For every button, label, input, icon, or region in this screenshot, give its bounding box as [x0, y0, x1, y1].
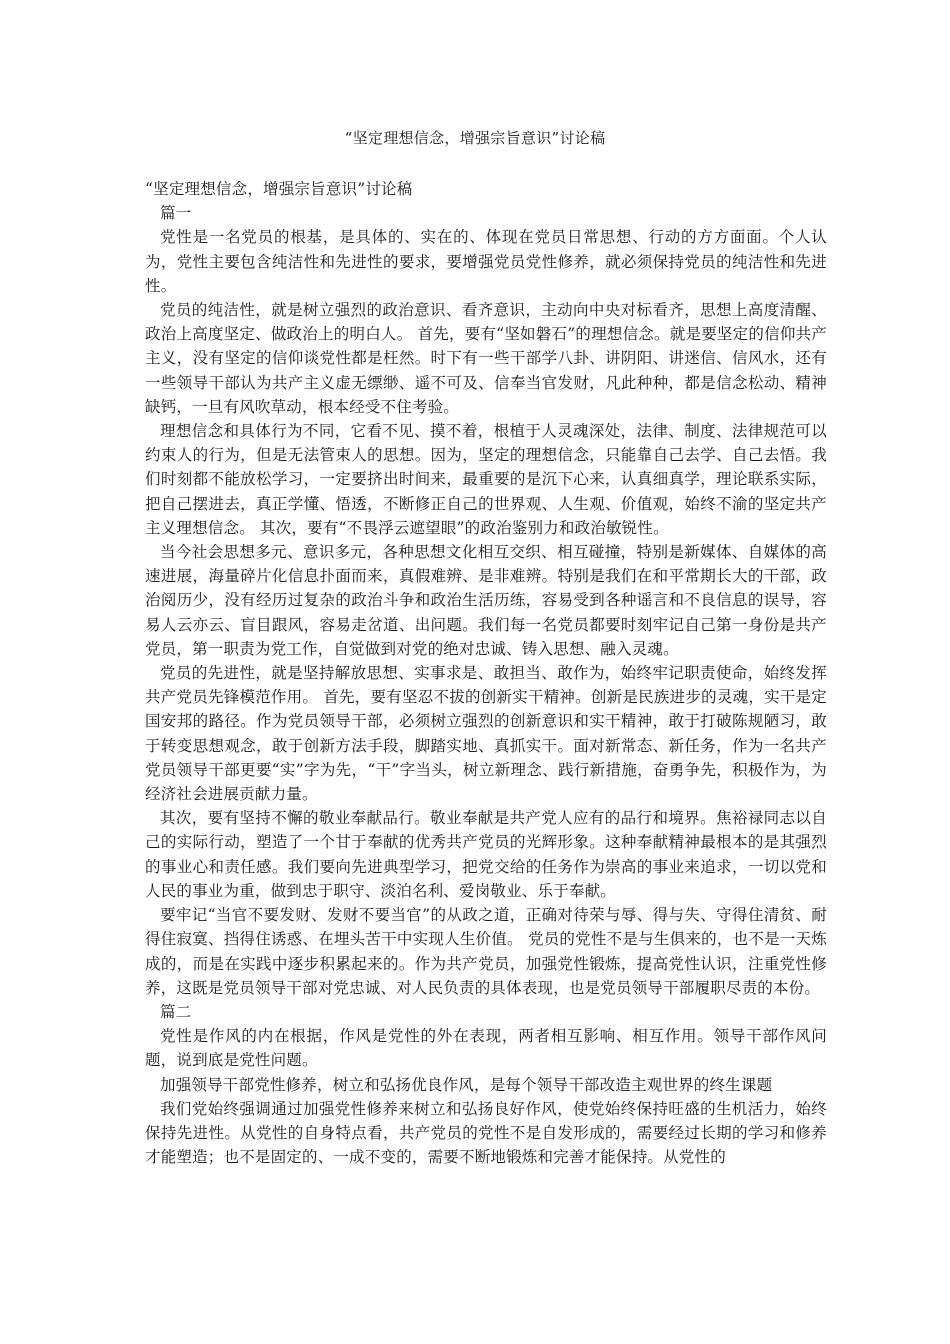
page-title: “坚定理想信念，增强宗旨意识”讨论稿 — [344, 129, 606, 147]
paragraph: 党性是作风的内在根据，作风是党性的外在表现，两者相互影响、相互作用。领导干部作风问题，说到底是党性问题。 — [145, 1027, 827, 1070]
paragraph: 加强领导干部党性修养，树立和弘扬优良作风，是每个领导干部改造主观世界的终生课题 — [160, 1075, 773, 1094]
paragraph: 理想信念和具体行为不同，它看不见、摸不着，根植于人灵魂深处，法律、制度、法律规范可以约束人的行为，但是无法管束人的思想。因为，坚定的理想信念，只能靠自己去学、自己去悟。我们时刻都不能放松学习，一定要挤出时间来，最重要的是沉下心来，认真细真学，理论联系实际，把自己摆进去，真正学懂、悟透，不断修正自己的世界观、人生观、价值观，始终不渝的坚定共产主义理想信念。 其次，要有“不畏浮云遮望眼”的政治鉴别力和政治敏锐性。 — [145, 422, 827, 537]
paragraph: 党性是一名党员的根基，是具体的、实在的、体现在党员日常思想、行动的方方面面。个人认为，党性主要包含纯洁性和先进性的要求，要增强党员党性修养，就必须保持党员的纯洁性和先进性。 — [145, 228, 827, 295]
paragraph: 我们党始终强调通过加强党性修养来树立和弘扬良好作风，使党始终保持旺盛的生机活力，始终保持先进性。从党性的自身特点看，共产党员的党性不是自发形成的，需要经过长期的学习和修养才能塑造；也不是固定的、一成不变的，需要不断地锻炼和完善才能保持。从党性的 — [145, 1099, 827, 1167]
document-subtitle: “坚定理想信念，增强宗旨意识”讨论稿 — [145, 180, 413, 198]
section-heading-2: 篇二 — [160, 1002, 192, 1021]
paragraph: 党员的先进性，就是坚持解放思想、实事求是、敢担当、敢作为，始终牢记职责使命，始终发挥共产党员先锋模范作用。 首先，要有坚忍不拔的创新实干精神。创新是民族进步的灵魂，实干是定国安邦的路径。作为党员领导干部，必须树立强烈的创新意识和实干精神，敢于打破陈规陋习，敢于转变思想观念，敢于创新方法手段，脚踏实地、真抓实干。面对新常态、新任务，作为一名共产党员领导干部更要“实”字为先，“干”字当头，树立新理念、践行新措施，奋勇争先，积极作为，为经济社会进展贡献力量。 — [145, 664, 827, 804]
paragraph: 要牢记“当官不要发财、发财不要当官”的从政之道，正确对待荣与辱、得与失、守得住清贫、耐得住寂寞、挡得住诱惑、在埋头苦干中实现人生价值。 党员的党性不是与生俱来的，也不是一天炼成的，而是在实践中逐步积累起来的。作为共产党员，加强党性锻炼，提高党性认识，注重党性修养，这既是党员领导干部对党忠诚、对人民负责的具体表现，也是党员领导干部履职尽责的本份。 — [145, 906, 827, 997]
document-body — [145, 177, 827, 1169]
paragraph: 党员的纯洁性，就是树立强烈的政治意识、看齐意识，主动向中央对标看齐，思想上高度清醒、政治上高度坚定、做政治上的明白人。 首先，要有“坚如磐石”的理想信念。就是要坚定的信仰共产主义，没有坚定的信仰谈党性都是枉然。时下有一些干部学八卦、讲阴阳、讲迷信、信风水，还有一些领导干部认为共产主义虚无缥缈、遥不可及、信奉当官发财，凡此种种，都是信念松动、精神缺钙，一旦有风吹草动，根本经受不住考验。 — [145, 301, 827, 416]
paragraph: 其次，要有坚持不懈的敬业奉献品行。敬业奉献是共产党人应有的品行和境界。焦裕禄同志以自己的实际行动，塑造了一个甘于奉献的优秀共产党员的光辉形象。这种奉献精神最根本的是其强烈的事业心和责任感。我们要向先进典型学习，把党交给的任务作为崇高的事业来追求，一切以党和人民的事业为重，做到忠于职守、淡泊名利、爱岗敬业、乐于奉献。 — [145, 809, 827, 900]
section-heading-1: 篇一 — [160, 204, 192, 223]
paragraph: 当今社会思想多元、意识多元，各种思想文化相互交织、相互碰撞，特别是新媒体、自媒体的高速进展，海量碎片化信息扑面而来，真假难辨、是非难辨。特别是我们在和平常期长大的干部，政治阅历少，没有经历过复杂的政治斗争和政治生活历练，容易受到各种谣言和不良信息的误导，容易人云亦云、盲目跟风，容易走岔道、出问题。我们每一名党员都要时刻牢记自己第一身份是共产党员，第一职责为党工作，自觉做到对党的绝对忠诚、铸入思想、融入灵魂。 — [145, 543, 827, 658]
